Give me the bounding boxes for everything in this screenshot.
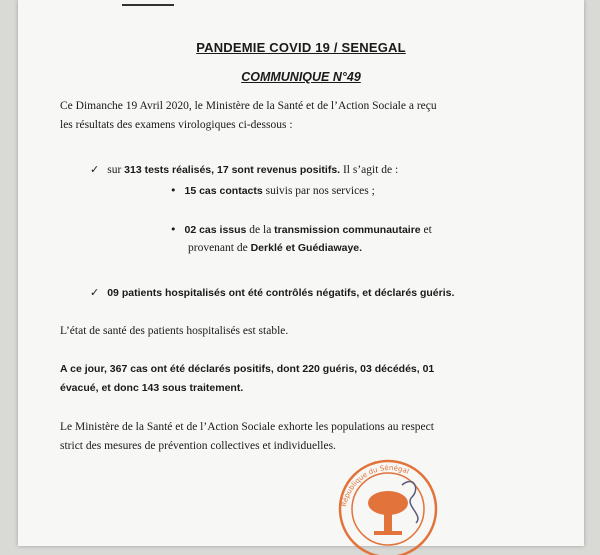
contacts-line: • 15 cas contacts suivis par nos services ; <box>170 184 375 197</box>
community-line-1: • 02 cas issus de la transmission communautaire et <box>170 223 432 236</box>
intro-line-2: les résultats des examens virologiques ci-dessous : <box>60 119 293 131</box>
closing-line-2: strict des mesures de prévention collectives et individuelles. <box>60 440 336 452</box>
community-line-2: provenant de Derklé et Guédiawaye. <box>188 242 363 254</box>
closing-line-1: Le Ministère de la Santé et de l’Action Sociale exhorte les populations au respect <box>60 421 434 433</box>
recovered-line: ✓ 09 patients hospitalisés ont été contrôlés négatifs, et déclarés guéris. <box>90 286 455 299</box>
tests-count: 313 tests réalisés, 17 sont revenus positifs. <box>124 164 341 176</box>
stable-line: L’état de santé des patients hospitalisés est stable. <box>60 325 289 337</box>
baobab-tree-icon <box>368 491 408 535</box>
summary-line-1: A ce jour, 367 cas ont été déclarés positifs, dont 220 guéris, 03 décédés, 01 <box>60 363 435 375</box>
intro-line-1: Ce Dimanche 19 Avril 2020, le Ministère de la Santé et de l’Action Sociale a reçu <box>60 100 437 112</box>
communique-number: COMMUNIQUE N°49 <box>241 70 361 84</box>
bullet-icon: • <box>170 184 177 197</box>
bullet-icon: • <box>170 223 177 236</box>
tests-line: ✓ sur 313 tests réalisés, 17 sont revenus positifs. Il s’agit de : <box>90 163 399 176</box>
stamp-arc-text: République du Sénégal <box>340 463 411 508</box>
top-rule <box>122 4 174 6</box>
check-icon: ✓ <box>90 286 100 299</box>
document-page <box>18 0 584 546</box>
summary-line-2: évacué, et donc 143 sous traitement. <box>60 382 244 394</box>
check-icon: ✓ <box>90 163 100 176</box>
official-stamp <box>328 445 448 555</box>
document-title: PANDEMIE COVID 19 / SENEGAL <box>196 40 406 55</box>
